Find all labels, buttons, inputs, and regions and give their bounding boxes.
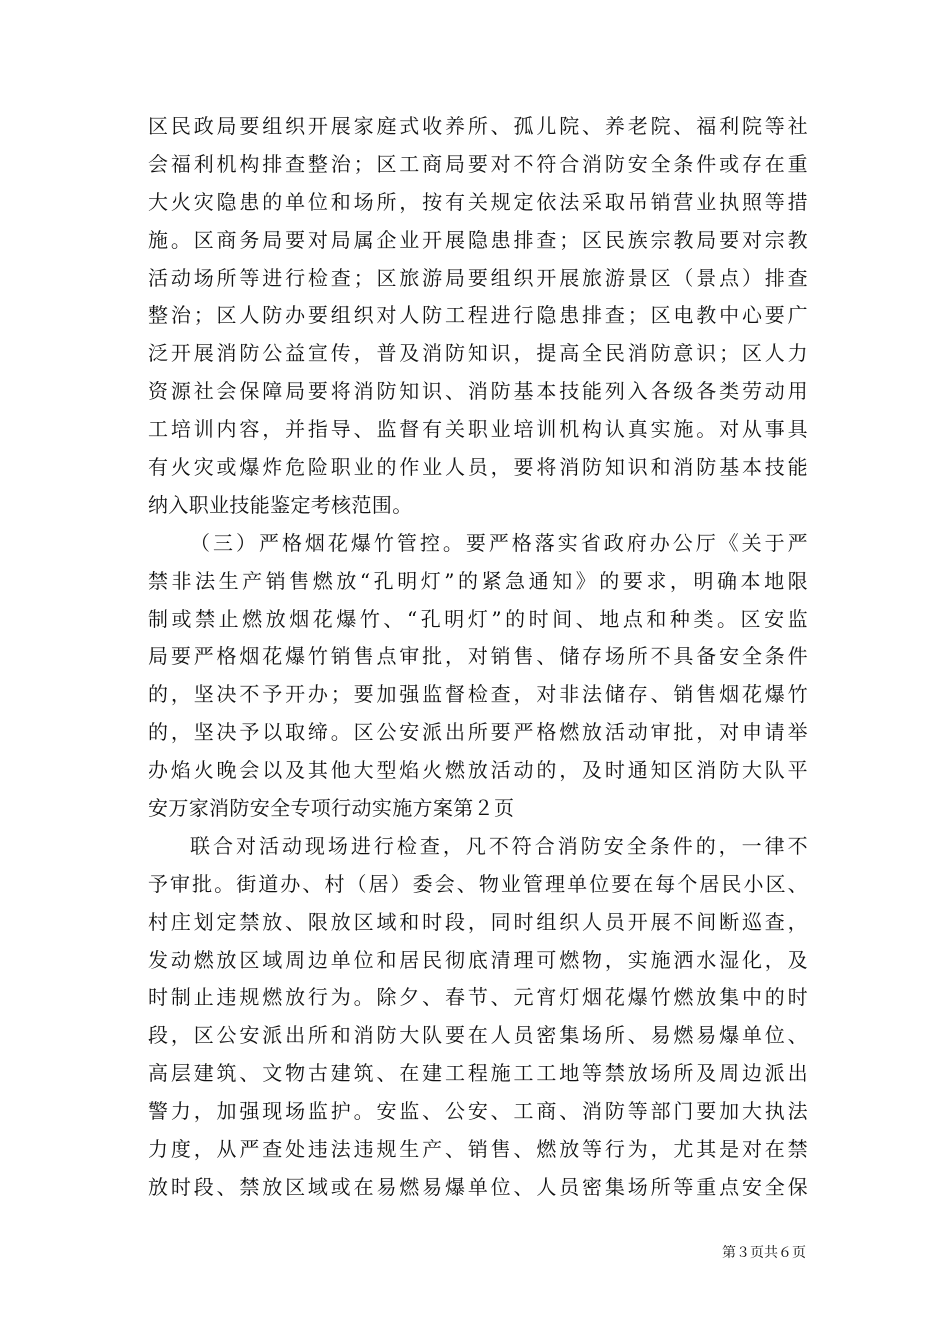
text-line-29: 放时段、禁放区域或在易燃易爆单位、人员密集场所等重点安全保	[148, 1174, 808, 1199]
text-line-3: 大火灾隐患的单位和场所，按有关规定依法采取吊销营业执照等措	[148, 189, 808, 214]
page-footer	[722, 1244, 806, 1262]
text-line-9: 工培训内容，并指导、监督有关职业培训机构认真实施。对从事具	[148, 417, 808, 442]
text-line-23: 发动燃放区域周边单位和居民彻底清理可燃物，实施洒水湿化，及	[148, 947, 808, 972]
text-line-4: 施。区商务局要对局属企业开展隐患排查；区民族宗教局要对宗教	[148, 227, 808, 252]
text-line-27: 警力，加强现场监护。安监、公安、工商、消防等部门要加大执法	[148, 1099, 808, 1124]
text-line-6: 整治；区人防办要组织对人防工程进行隐患排查；区电教中心要广	[148, 303, 808, 328]
text-line-25: 段，区公安派出所和消防大队要在人员密集场所、易燃易爆单位、	[148, 1023, 808, 1048]
section-heading-line: （三）严格烟花爆竹管控。要严格落实省政府办公厅《关于严	[190, 530, 808, 555]
text-line-15: 局要严格烟花爆竹销售点审批，对销售、储存场所不具备安全条件	[148, 644, 808, 669]
text-line-1: 区民政局要组织开展家庭式收养所、孤儿院、养老院、福利院等社	[148, 114, 808, 138]
text-line-16: 的，坚决不予开办；要加强监督检查，对非法储存、销售烟花爆竹	[148, 682, 808, 707]
text-line-22: 村庄划定禁放、限放区域和时段，同时组织人员开展不间断巡查，	[148, 909, 808, 934]
text-line-10: 有火灾或爆炸危险职业的作业人员，要将消防知识和消防基本技能	[148, 455, 808, 480]
text-line-2: 会福利机构排查整治；区工商局要对不符合消防安全条件或存在重	[148, 151, 808, 176]
paragraph-start-line: 联合对活动现场进行检查，凡不符合消防安全条件的，一律不	[190, 833, 808, 858]
text-line-24: 时制止违规燃放行为。除夕、春节、元宵灯烟花爆竹燃放集中的时	[148, 985, 808, 1010]
text-line-8: 资源社会保障局要将消防知识、消防基本技能列入各级各类劳动用	[148, 379, 808, 404]
text-line-17: 的，坚决予以取缔。区公安派出所要严格燃放活动审批，对申请举	[148, 720, 808, 745]
page-indicator: 第３页共６页	[722, 1245, 806, 1261]
text-line-14: 制或禁止燃放烟花爆竹、“孔明灯”的时间、地点和种类。区安监	[148, 606, 808, 631]
text-line-21: 予审批。街道办、村（居）委会、物业管理单位要在每个居民小区、	[148, 871, 808, 896]
text-line-26: 高层建筑、文物古建筑、在建工程施工工地等禁放场所及周边派出	[148, 1061, 808, 1086]
text-line-13: 禁非法生产销售燃放“孔明灯”的紧急通知》的要求，明确本地限	[148, 568, 808, 593]
text-line-5: 活动场所等进行检查；区旅游局要组织开展旅游景区（景点）排查	[148, 265, 808, 290]
text-line-19: 安万家消防安全专项行动实施方案第２页	[148, 796, 515, 821]
text-line-11: 纳入职业技能鉴定考核范围。	[148, 492, 413, 517]
document-body	[148, 108, 808, 1207]
text-line-28: 力度，从严查处违法违规生产、销售、燃放等行为，尤其是对在禁	[148, 1137, 808, 1162]
text-line-7: 泛开展消防公益宣传，普及消防知识，提高全民消防意识；区人力	[148, 341, 808, 366]
text-line-18: 办焰火晚会以及其他大型焰火燃放活动的，及时通知区消防大队平	[148, 758, 808, 783]
